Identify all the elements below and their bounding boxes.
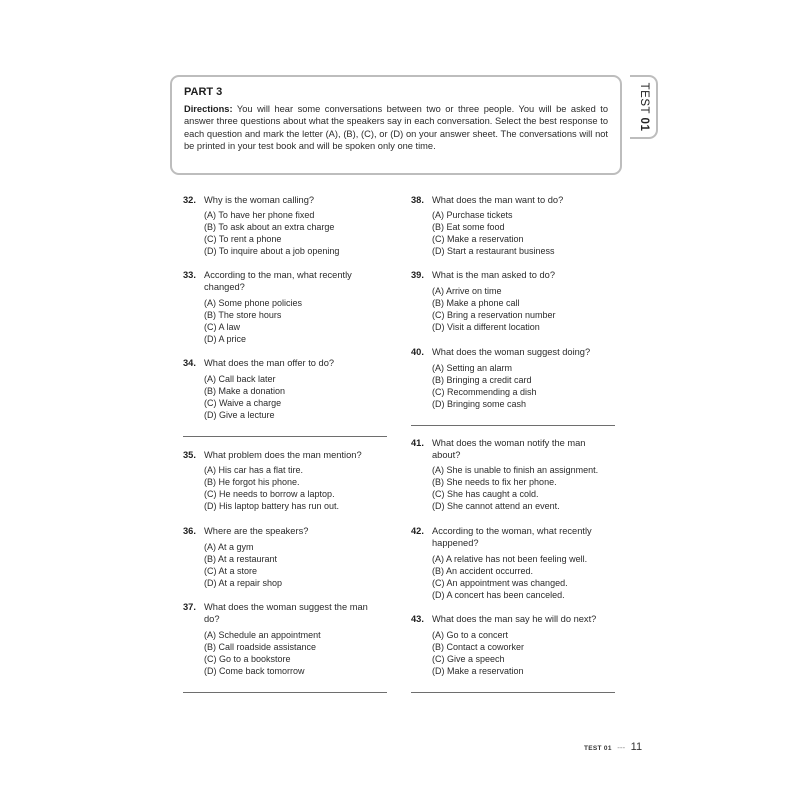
question-text: What does the man want to do? (432, 195, 564, 205)
answer-option-d: (D) Bringing some cash (432, 399, 527, 409)
answer-option-a: (A) To have her phone fixed (204, 210, 315, 220)
answer-option-a: (A) Setting an alarm (432, 363, 513, 373)
footer-separator: --- (617, 743, 626, 752)
answer-option-a: (A) Schedule an appointment (204, 630, 321, 640)
answer-option-c: (C) A law (204, 322, 241, 332)
answer-option-a: (A) Call back later (204, 374, 276, 384)
answer-option-b: (B) Contact a coworker (432, 642, 525, 652)
directions-label: Directions: (184, 104, 233, 114)
answer-option-c: (C) He needs to borrow a laptop. (204, 489, 335, 499)
answer-option-c: (C) Go to a bookstore (204, 654, 291, 664)
answer-option-c: (C) She has caught a cold. (432, 489, 539, 499)
footer-test-label: TEST 01 (584, 745, 612, 752)
answer-option-b: (B) An accident occurred. (432, 566, 534, 576)
answer-option-d: (D) To inquire about a job opening (204, 246, 340, 256)
answer-option-b: (B) The store hours (204, 310, 282, 320)
answer-option-b: (B) Call roadside assistance (204, 642, 317, 652)
answer-option-d: (D) Visit a different location (432, 322, 540, 332)
question-number: 40. (411, 347, 424, 357)
question-text: According to the woman, what recently happened? (432, 526, 592, 548)
question-text: What does the man offer to do? (204, 358, 335, 368)
test-tab-number: 01 (638, 117, 650, 132)
question-text: What is the man asked to do? (432, 270, 555, 280)
answer-option-d: (D) His laptop battery has run out. (204, 501, 340, 511)
answer-option-d: (D) Give a lecture (204, 410, 275, 420)
question-number: 38. (411, 195, 424, 205)
question-text: Why is the woman calling? (204, 195, 315, 205)
question-text: Where are the speakers? (204, 526, 309, 536)
section-divider (411, 425, 615, 426)
section-divider (183, 436, 387, 437)
question-number: 34. (183, 358, 196, 368)
answer-option-c: (C) Bring a reservation number (432, 310, 556, 320)
directions-box (170, 75, 622, 175)
question-number: 42. (411, 526, 424, 536)
directions-paragraph (184, 103, 608, 152)
answer-option-d: (D) She cannot attend an event. (432, 501, 560, 511)
answer-option-b: (B) Make a donation (204, 386, 286, 396)
question-text: What does the man say he will do next? (432, 614, 597, 624)
answer-option-a: (A) A relative has not been feeling well. (432, 554, 588, 564)
answer-option-a: (A) At a gym (204, 542, 254, 552)
answer-option-b: (B) To ask about an extra charge (204, 222, 335, 232)
answer-option-b: (B) He forgot his phone. (204, 477, 300, 487)
answer-option-d: (D) At a repair shop (204, 578, 283, 588)
answer-option-a: (A) His car has a flat tire. (204, 465, 304, 475)
answer-option-a: (A) Some phone policies (204, 298, 303, 308)
answer-option-b: (B) Eat some food (432, 222, 505, 232)
question-number: 37. (183, 602, 196, 612)
question-text: According to the man, what recently changed? (204, 270, 352, 292)
question-text: What does the woman suggest doing? (432, 347, 591, 357)
page-footer (584, 737, 642, 755)
test-tab-label (638, 83, 650, 132)
answer-option-b: (B) Make a phone call (432, 298, 520, 308)
section-divider (411, 692, 615, 693)
answer-option-c: (C) To rent a phone (204, 234, 282, 244)
answer-option-d: (D) A concert has been canceled. (432, 590, 565, 600)
answer-option-b: (B) She needs to fix her phone. (432, 477, 557, 487)
directions-body: You will hear some conversations between two or three people. You will be asked to answer three questions about what the speakers say in each conversation. Select the best response to each question and mark the letter (A), (B), (C), or (D) on your answer sheet. The conversations will not be printed in your test book and will be spoken only one time. (184, 104, 608, 151)
answer-option-a: (A) Purchase tickets (432, 210, 513, 220)
answer-option-c: (C) An appointment was changed. (432, 578, 568, 588)
answer-option-d: (D) Come back tomorrow (204, 666, 305, 676)
answer-option-d: (D) Start a restaurant business (432, 246, 555, 256)
question-text: What does the woman suggest the man do? (204, 602, 368, 624)
question-number: 35. (183, 450, 196, 460)
answer-option-c: (C) Waive a charge (204, 398, 282, 408)
question-number: 33. (183, 270, 196, 280)
answer-option-c: (C) Give a speech (432, 654, 505, 664)
question-number: 41. (411, 438, 424, 448)
answer-option-a: (A) Arrive on time (432, 286, 502, 296)
answer-option-c: (C) At a store (204, 566, 258, 576)
answer-option-d: (D) A price (204, 334, 247, 344)
question-number: 32. (183, 195, 196, 205)
answer-option-c: (C) Make a reservation (432, 234, 524, 244)
answer-option-b: (B) Bringing a credit card (432, 375, 532, 385)
answer-option-c: (C) Recommending a dish (432, 387, 537, 397)
question-text: What problem does the man mention? (204, 450, 362, 460)
answer-option-b: (B) At a restaurant (204, 554, 278, 564)
question-number: 36. (183, 526, 196, 536)
question-text: What does the woman notify the man about? (432, 438, 586, 460)
answer-option-a: (A) Go to a concert (432, 630, 509, 640)
test-tab-word: TEST (638, 82, 650, 118)
section-divider (183, 692, 387, 693)
answer-option-d: (D) Make a reservation (432, 666, 524, 676)
part-title: PART 3 (184, 86, 223, 98)
question-number: 39. (411, 270, 424, 280)
page-number: 11 (630, 741, 643, 753)
answer-option-a: (A) She is unable to finish an assignment. (432, 465, 599, 475)
question-number: 43. (411, 614, 424, 624)
